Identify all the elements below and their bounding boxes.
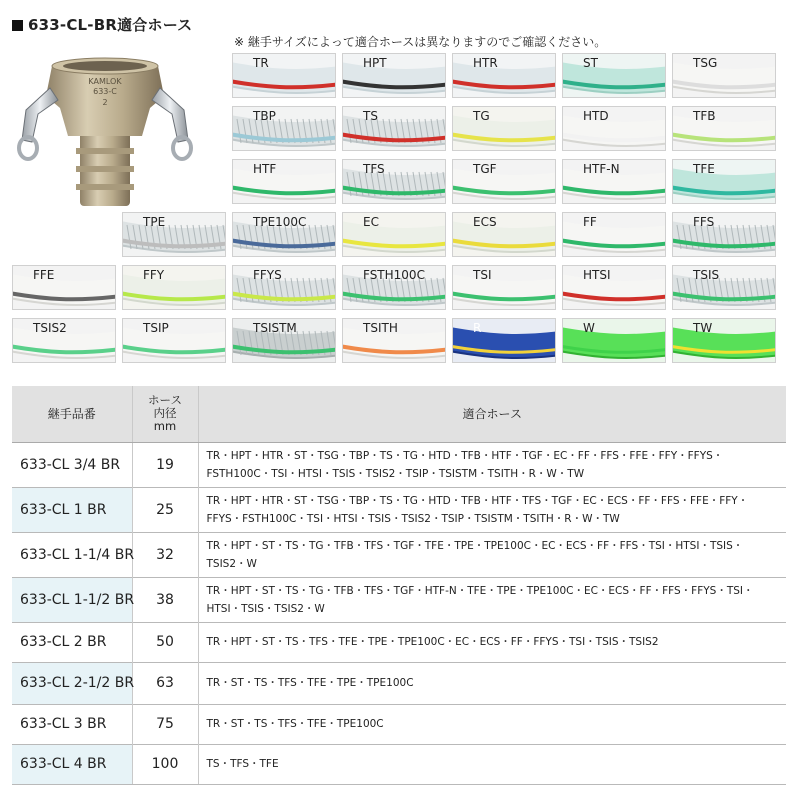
- hose-tile-label: TSISTM: [253, 321, 297, 335]
- row-diameter: 38: [132, 577, 198, 622]
- hose-swatch: [673, 107, 776, 151]
- row-diameter: 63: [132, 662, 198, 704]
- hose-tile-label: TSIS: [693, 268, 720, 282]
- header-diameter: [132, 386, 198, 442]
- hose-tile-label: EC: [363, 215, 379, 229]
- hose-swatch: [673, 213, 776, 257]
- hose-tile: [122, 212, 226, 257]
- header-diameter-line2: 内径: [153, 406, 177, 421]
- hose-tile: [232, 318, 336, 363]
- row-code: 633-CL 1 BR: [12, 487, 132, 532]
- coupling-model-lettering: 633-C: [93, 87, 117, 96]
- hose-tile: [672, 53, 776, 98]
- hose-swatch: [343, 107, 446, 151]
- hose-swatch: [233, 160, 336, 204]
- hose-tile-label: TSITH: [363, 321, 398, 335]
- hose-swatch: [343, 54, 446, 98]
- table-row: [12, 704, 786, 744]
- hose-tile-label: TFS: [363, 162, 385, 176]
- hose-tile-label: W: [583, 321, 595, 335]
- hose-tile: [452, 106, 556, 151]
- hose-tile-label: TR: [253, 56, 269, 70]
- row-diameter: 100: [132, 744, 198, 784]
- page-title: [12, 14, 192, 35]
- hose-tile: [342, 212, 446, 257]
- hose-tile-label: TBP: [253, 109, 276, 123]
- hose-tile-label: TPE100C: [253, 215, 307, 229]
- hose-swatch: [453, 319, 556, 363]
- coupling-brand-lettering: KAMLOK: [88, 77, 122, 86]
- hose-tile: [672, 212, 776, 257]
- table-row: [12, 532, 786, 577]
- hose-tile: [342, 53, 446, 98]
- hose-swatch: [563, 266, 666, 310]
- hose-swatch: [13, 266, 116, 310]
- row-diameter: 25: [132, 487, 198, 532]
- hose-tile: [452, 212, 556, 257]
- row-code: 633-CL 2 BR: [12, 622, 132, 662]
- hose-swatch: [563, 319, 666, 363]
- hose-tile-label: FF: [583, 215, 597, 229]
- hose-swatch: [453, 266, 556, 310]
- hose-tile-label: TGF: [473, 162, 497, 176]
- row-hoses: TR・ST・TS・TFS・TFE・TPE100C: [198, 704, 786, 744]
- hose-swatch: [563, 213, 666, 257]
- hose-tile: [342, 159, 446, 204]
- hose-swatch: [233, 266, 336, 310]
- hose-swatch: [673, 54, 776, 98]
- hose-tile-label: HTF-N: [583, 162, 620, 176]
- row-hoses: TR・HPT・ST・TS・TG・TFB・TFS・TGF・HTF-N・TFE・TPE・TPE100C・EC・ECS・FF・FFS・FFYS・TSI・HTSI・TSIS・TSIS2・W: [198, 577, 786, 622]
- hose-tile: [342, 106, 446, 151]
- header-diameter-line1: ホース: [148, 393, 182, 408]
- page-title-text: 633-CL-BR適合ホース: [28, 16, 193, 34]
- hose-swatch: [453, 54, 556, 98]
- hose-tile-label: HPT: [363, 56, 387, 70]
- hose-tile-label: HTF: [253, 162, 277, 176]
- hose-tile: [672, 159, 776, 204]
- hose-tile: [562, 53, 666, 98]
- row-hoses: TR・ST・TS・TFS・TFE・TPE・TPE100C: [198, 662, 786, 704]
- hose-tile-label: ST: [583, 56, 598, 70]
- row-code: 633-CL 2-1/2 BR: [12, 662, 132, 704]
- hose-swatch: [453, 160, 556, 204]
- hose-tile-label: TSG: [693, 56, 718, 70]
- row-hoses: TR・HPT・ST・TS・TG・TFB・TFS・TGF・TFE・TPE・TPE100C・EC・ECS・FF・FFS・TSI・HTSI・TSIS・TSIS2・W: [198, 532, 786, 577]
- hose-tile-label: TPE: [143, 215, 166, 229]
- hose-tile: [12, 318, 116, 363]
- hose-tile-label: TFE: [693, 162, 715, 176]
- hose-tile: [452, 318, 556, 363]
- row-hoses: TR・HPT・HTR・ST・TSG・TBP・TS・TG・HTD・TFB・HTF・TGF・EC・FF・FFS・FFE・FFY・FFYS・FSTH100C・TSI・HTSI・TSIS・TSIS2・TSIP・TSISTM・TSITH・R・W・TW: [198, 442, 786, 487]
- hose-tile: [232, 159, 336, 204]
- table-row: [12, 577, 786, 622]
- table-row: [12, 622, 786, 662]
- table-row: [12, 744, 786, 784]
- hose-tile-label: TG: [473, 109, 490, 123]
- hose-tile-label: FSTH100C: [363, 268, 425, 282]
- hose-swatch: [563, 54, 666, 98]
- hose-tile-label: TS: [363, 109, 378, 123]
- hose-tile: [12, 265, 116, 310]
- hose-tile-label: FFE: [33, 268, 55, 282]
- row-code: 633-CL 3 BR: [12, 704, 132, 744]
- hose-tile: [562, 265, 666, 310]
- hose-swatch: [563, 107, 666, 151]
- table-row: [12, 487, 786, 532]
- hose-swatch: [123, 213, 226, 257]
- coupling-size-lettering: 2: [102, 98, 108, 107]
- table-row: [12, 662, 786, 704]
- hose-tile: [122, 318, 226, 363]
- hose-tile-label: HTD: [583, 109, 609, 123]
- header-diameter-line3: mm: [153, 419, 177, 434]
- hose-tile: [232, 212, 336, 257]
- table-row: [12, 442, 786, 487]
- hose-tile-label: TSIS2: [33, 321, 67, 335]
- hose-tile-label: HTR: [473, 56, 498, 70]
- hose-tile: [562, 212, 666, 257]
- hose-swatch: [453, 213, 556, 257]
- row-diameter: 32: [132, 532, 198, 577]
- hose-tile: [452, 159, 556, 204]
- hose-tile: [342, 318, 446, 363]
- hose-tile: [562, 318, 666, 363]
- table-body: [12, 442, 786, 784]
- hose-swatch: [343, 160, 446, 204]
- hose-tile-label: ECS: [473, 215, 497, 229]
- row-code: 633-CL 1-1/4 BR: [12, 532, 132, 577]
- hose-tile: [672, 318, 776, 363]
- size-note: ※ 継手サイズによって適合ホースは異なりますのでご確認ください。: [234, 35, 607, 49]
- row-code: 633-CL 1-1/2 BR: [12, 577, 132, 622]
- hose-tile-label: FFS: [693, 215, 715, 229]
- coupling-image: [12, 48, 222, 218]
- hose-swatch: [123, 266, 226, 310]
- hose-tile: [452, 53, 556, 98]
- row-diameter: 75: [132, 704, 198, 744]
- hose-swatch: [233, 54, 336, 98]
- hose-tile-label: TFB: [693, 109, 716, 123]
- hose-tile-label: FFYS: [253, 268, 282, 282]
- header-code: 継手品番: [12, 386, 132, 442]
- row-code: 633-CL 3/4 BR: [12, 442, 132, 487]
- hose-tile-label: HTSI: [583, 268, 611, 282]
- compatibility-table: [12, 386, 786, 785]
- row-diameter: 19: [132, 442, 198, 487]
- hose-swatch: [453, 107, 556, 151]
- hose-tile-label: TSI: [473, 268, 492, 282]
- hose-tile: [672, 265, 776, 310]
- hose-tile: [122, 265, 226, 310]
- hose-swatch: [123, 319, 226, 363]
- hose-swatch: [673, 319, 776, 363]
- row-hoses: TR・HPT・ST・TS・TFS・TFE・TPE・TPE100C・EC・ECS・FF・FFYS・TSI・TSIS・TSIS2: [198, 622, 786, 662]
- hose-swatch: [343, 213, 446, 257]
- hose-tile: [342, 265, 446, 310]
- header-hoses: 適合ホース: [198, 386, 786, 442]
- hose-tile-label: TSIP: [143, 321, 169, 335]
- square-bullet-icon: [12, 20, 23, 31]
- hose-tile: [232, 106, 336, 151]
- hose-tile: [452, 265, 556, 310]
- row-hoses: TS・TFS・TFE: [198, 744, 786, 784]
- hose-tile: [232, 53, 336, 98]
- hose-swatch: [233, 107, 336, 151]
- hose-tile-label: TW: [693, 321, 713, 335]
- hose-swatch: [673, 266, 776, 310]
- hose-tile: [562, 106, 666, 151]
- row-code: 633-CL 4 BR: [12, 744, 132, 784]
- row-hoses: TR・HPT・HTR・ST・TSG・TBP・TS・TG・HTD・TFB・HTF・TFS・TGF・EC・ECS・FF・FFS・FFE・FFY・FFYS・FSTH100C・TSI・HTSI・TSIS・TSIS2・TSIP・TSISTM・TSITH・R・W・TW: [198, 487, 786, 532]
- row-diameter: 50: [132, 622, 198, 662]
- hose-tile: [672, 106, 776, 151]
- hose-tile: [232, 265, 336, 310]
- table-header-row: [12, 386, 786, 442]
- hose-tile-label: FFY: [143, 268, 165, 282]
- hose-tile: [562, 159, 666, 204]
- hose-tile-label: R: [473, 321, 482, 335]
- hose-swatch: [673, 160, 776, 204]
